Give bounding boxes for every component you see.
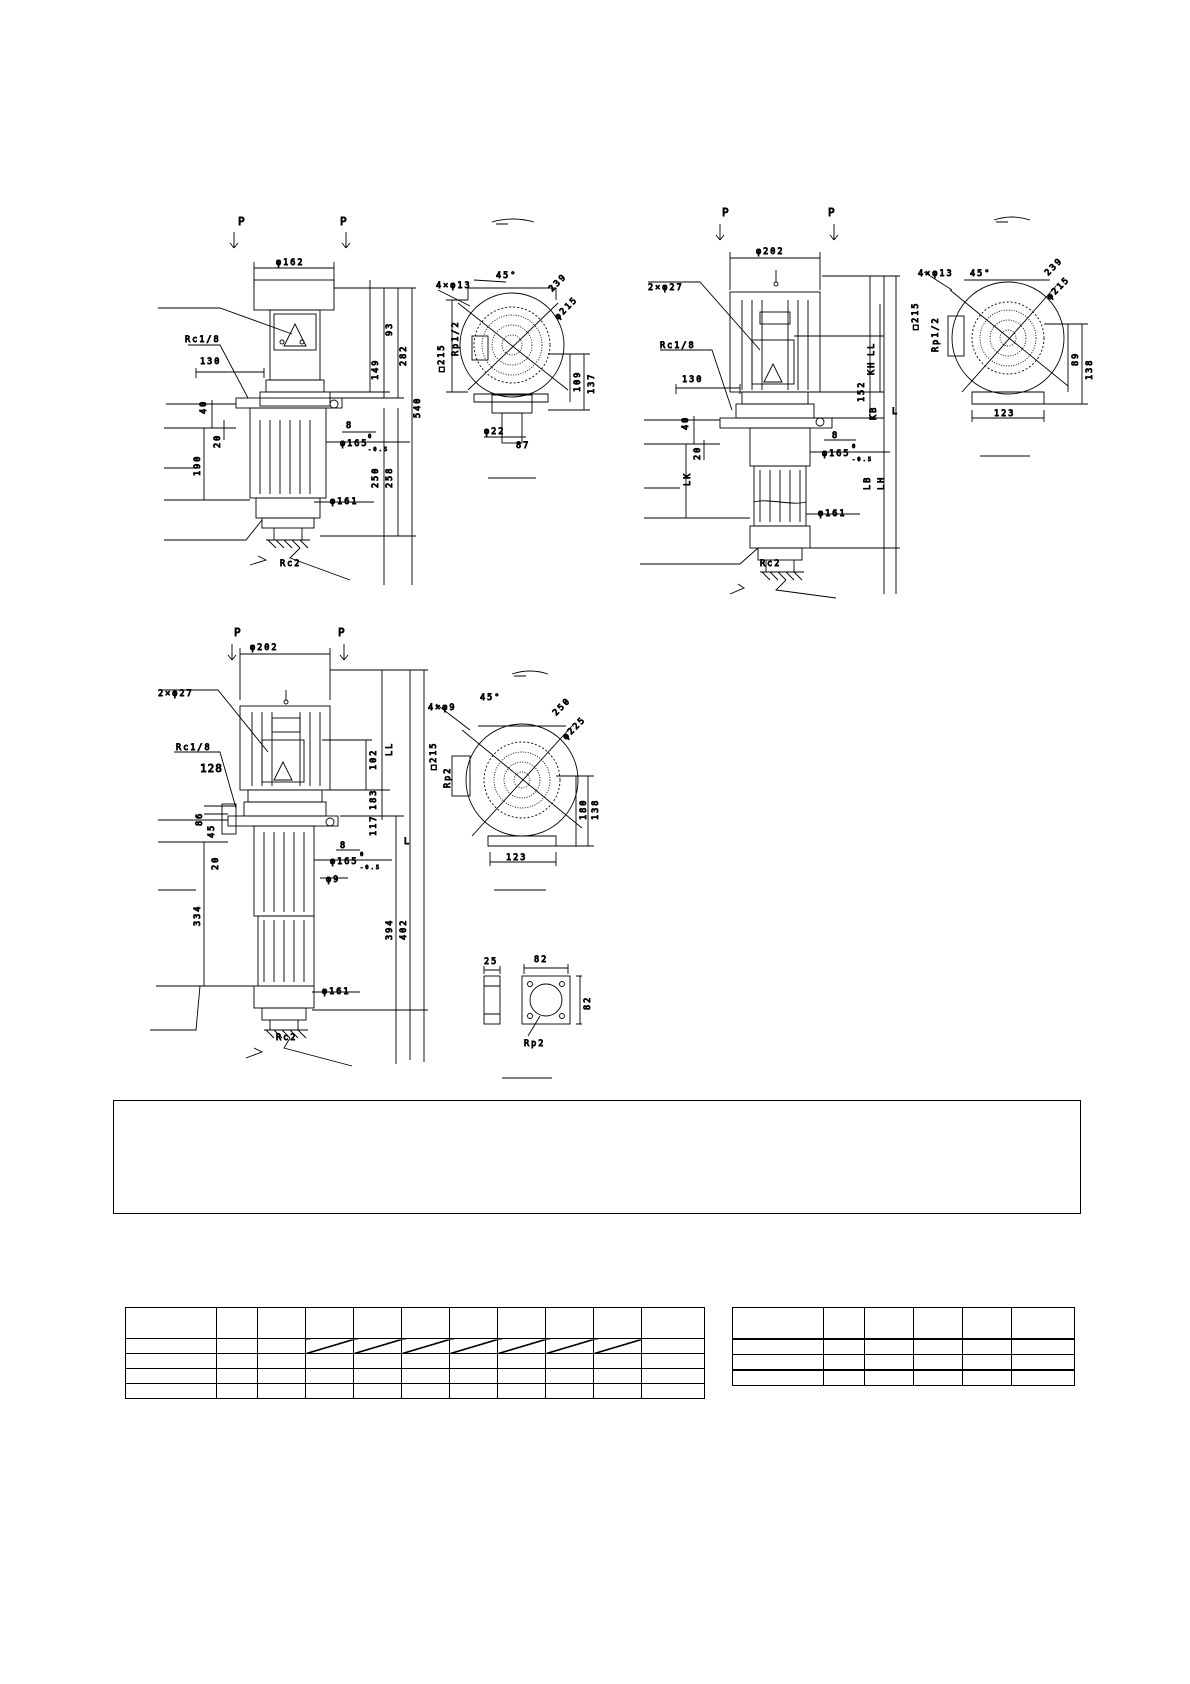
- table-row: [126, 1339, 705, 1354]
- fig1-pump-dia: φ161: [330, 497, 359, 507]
- table-row: [733, 1308, 1075, 1340]
- fig2-holes-label: 2×φ27: [648, 283, 684, 293]
- figure-3-flange-detail: [484, 955, 593, 1078]
- fig1-dim-239: 239: [547, 271, 570, 295]
- fig1-dim-137: 137: [587, 372, 597, 394]
- section-mark-p-right: P: [340, 215, 348, 228]
- fig2-pump-dia: φ161: [818, 509, 847, 519]
- fig2-dim-89: 89: [1071, 351, 1081, 366]
- figure-1-side-view: [158, 215, 423, 585]
- fig1-outlet: Rc2: [280, 559, 302, 569]
- fig2-dim-lh: LH: [877, 475, 887, 490]
- fig3-holes-label: 2×φ27: [158, 689, 194, 699]
- fig2-rc18-label: Rc1/8: [660, 341, 696, 351]
- table-row: [126, 1308, 705, 1339]
- fig2-dim-123: 123: [994, 409, 1016, 419]
- fig2-angle: 45°: [970, 269, 992, 279]
- fig3-dim-180: 180: [579, 798, 589, 820]
- fig3-dim-82v: 82: [583, 995, 593, 1010]
- fig1-dim-149: 149: [371, 358, 381, 380]
- fig1-dim-282: 282: [399, 344, 409, 366]
- fig2-rp12: Rp1/2: [931, 316, 941, 352]
- fig2-dim-152: 152: [857, 380, 867, 402]
- fig3-dim-394: 394: [385, 918, 395, 940]
- table-row: [126, 1354, 705, 1369]
- notes-box: [113, 1100, 1081, 1214]
- fig3-dim-183: 183: [369, 788, 379, 810]
- fig1-dim-109: 109: [573, 370, 583, 392]
- spec-table-left: [125, 1307, 705, 1399]
- fig1-flange-tol: 0: [368, 434, 374, 440]
- fig1-dim-40: 40: [199, 399, 209, 414]
- table-row: [126, 1384, 705, 1399]
- figure-2-top-view: [911, 217, 1095, 456]
- fig3-outlet: Rc2: [276, 1033, 298, 1043]
- fig2-pcd: φ215: [1045, 274, 1073, 303]
- fig3-angle: 45°: [480, 693, 502, 703]
- fig3-pcd: φ225: [561, 714, 589, 743]
- f3-section-mark-left: P: [234, 626, 242, 639]
- fig2-dim-ll: LL: [867, 341, 877, 356]
- fig2-dim-8: 8: [832, 431, 840, 441]
- fig3-dim-25: 25: [484, 957, 499, 967]
- fig3-sq215: □215: [429, 741, 439, 770]
- f2-section-mark-left: P: [722, 206, 730, 219]
- fig1-dim-8: 8: [346, 421, 354, 431]
- fig2-dim-lk: LK: [683, 471, 693, 486]
- table-row: [733, 1370, 1075, 1386]
- fig2-flange-dia: φ165: [822, 449, 851, 459]
- fig1-flange-dia: φ165: [340, 439, 369, 449]
- fig3-flange-tol-low: -0.5: [360, 865, 382, 871]
- section-mark-p-left: P: [238, 215, 246, 228]
- fig3-dim-ll: LL: [385, 741, 395, 756]
- fig1-sq215: □215: [437, 343, 447, 372]
- fig2-dim-20: 20: [693, 445, 703, 460]
- fig3-dim-123: 123: [506, 853, 528, 863]
- fig3-rp2: Rp2: [443, 766, 453, 788]
- spec-table-right: [732, 1307, 1075, 1386]
- fig3-dim-138: 138: [591, 798, 601, 820]
- fig1-rp12: Rp1/2: [451, 320, 461, 356]
- table-row: [126, 1369, 705, 1384]
- fig3-hole-label: 4×φ9: [428, 703, 457, 713]
- fig3-dim-250: 250: [551, 695, 574, 719]
- fig3-dim-l: L: [404, 837, 412, 847]
- fig2-dim-kh: KH: [867, 360, 877, 375]
- fig3-dim-45: 45: [207, 823, 217, 838]
- fig3-dim-102: 102: [369, 748, 379, 770]
- fig1-dim-258: 258: [385, 466, 395, 488]
- fig1-dim-93: 93: [385, 321, 395, 336]
- f3-section-mark-right: P: [338, 626, 346, 639]
- fig3-dim-86: 86: [195, 811, 205, 826]
- fig1-dim-540: 540: [413, 396, 423, 418]
- figure-1-top-view: [436, 219, 597, 478]
- fig1-dim-130: 130: [200, 357, 222, 367]
- fig1-dim-190: 190: [193, 454, 203, 476]
- f2-section-mark-right: P: [828, 206, 836, 219]
- fig2-dim-138: 138: [1085, 358, 1095, 380]
- figure-2-side-view: [640, 206, 900, 598]
- fig2-outlet: Rc2: [760, 559, 782, 569]
- table-row: [733, 1339, 1075, 1355]
- fig1-angle: 45°: [496, 271, 518, 281]
- fig2-dim-239: 239: [1043, 255, 1066, 279]
- fig1-pcd: φ215: [553, 294, 581, 323]
- fig1-dim-250: 250: [371, 466, 381, 488]
- fig2-dim-l: L: [892, 407, 900, 417]
- fig3-pump-dia: φ161: [322, 987, 351, 997]
- fig1-rc18-label: Rc1/8: [185, 335, 221, 345]
- fig3-dim-20: 20: [211, 855, 221, 870]
- table-row: [733, 1355, 1075, 1371]
- fig2-dim-40: 40: [681, 415, 691, 430]
- fig1-dim-20: 20: [213, 433, 223, 448]
- fig1-dim-87: 87: [516, 441, 531, 451]
- fig3-bolt: φ9: [326, 875, 341, 885]
- fig2-motor-dia: φ202: [756, 247, 785, 257]
- fig3-dim-128: 128: [200, 762, 223, 775]
- fig1-dim-22: φ22: [484, 427, 506, 437]
- fig1-hole-label: 4×φ13: [436, 281, 472, 291]
- fig1-flange-tol-low: -0.5: [368, 447, 390, 453]
- fig3-dim-82: 82: [534, 955, 549, 965]
- fig2-sq215: □215: [911, 301, 921, 330]
- fig3-flange-tol: 0: [360, 852, 366, 858]
- fig2-flange-tol: 0: [852, 444, 858, 450]
- fig3-dim-334: 334: [193, 904, 203, 926]
- fig3-dim-402: 402: [399, 918, 409, 940]
- fig3-dim-117: 117: [369, 814, 379, 836]
- fig3-flange-dia: φ165: [330, 857, 359, 867]
- fig2-hole-label: 4×φ13: [918, 269, 954, 279]
- fig3-rp2-flange: Rp2: [524, 1039, 546, 1049]
- fig3-motor-dia: φ202: [250, 643, 279, 653]
- fig2-dim-kb: KB: [869, 405, 879, 420]
- fig3-rc18-label: Rc1/8: [176, 743, 212, 753]
- fig2-dim-lb: LB: [863, 475, 873, 490]
- figure-3-side-view: [150, 626, 428, 1066]
- figure-3-top-view: [428, 671, 601, 890]
- fig2-flange-tol-low: -0.5: [852, 457, 874, 463]
- fig2-dim-130: 130: [682, 375, 704, 385]
- fig3-dim-8: 8: [340, 841, 348, 851]
- fig1-motor-diameter: φ162: [276, 258, 305, 268]
